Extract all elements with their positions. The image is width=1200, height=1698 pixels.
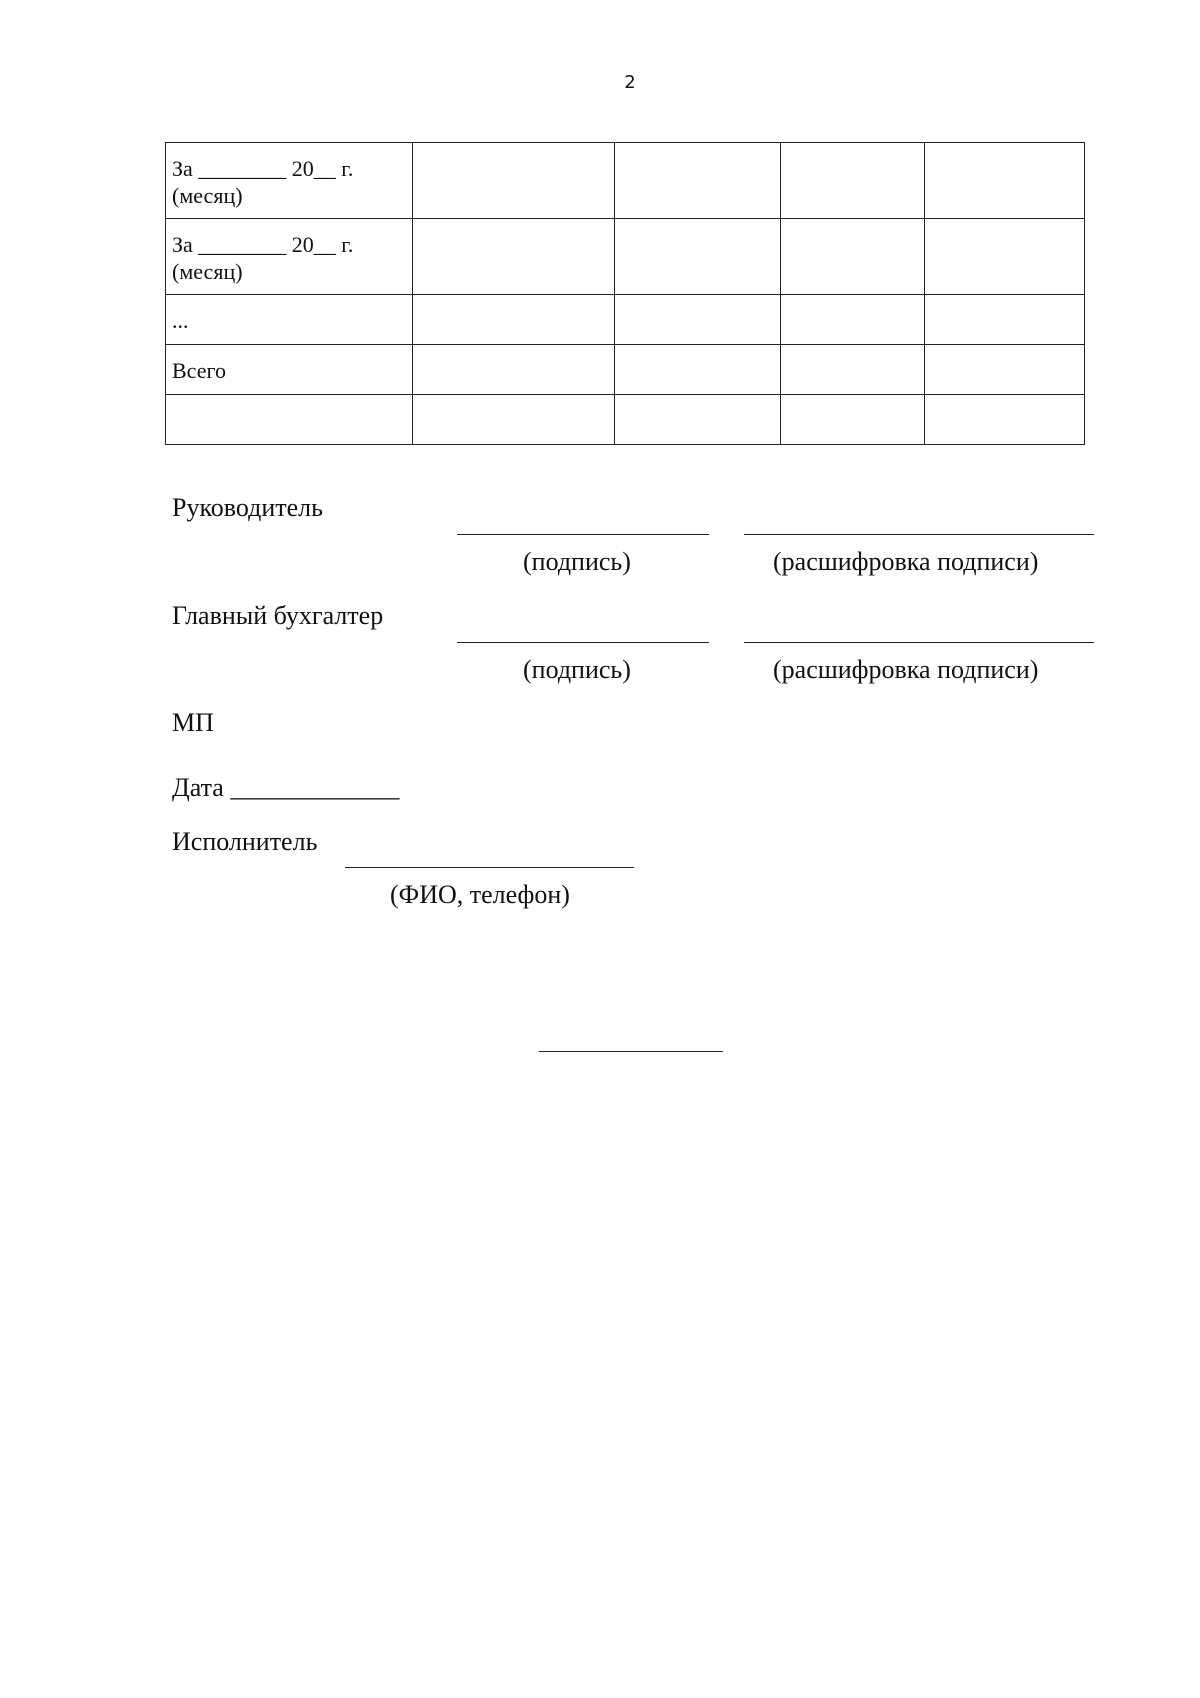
page-number: 2 [624,72,636,93]
table-cell[interactable] [413,295,615,345]
table-cell[interactable] [781,143,925,219]
table-cell[interactable] [925,295,1085,345]
accountant-signature-caption: (подпись) [523,655,631,684]
table-row [166,395,1085,445]
head-decoding-line[interactable] [744,534,1094,535]
row-label-cell [166,143,413,219]
report-table [165,142,1085,445]
head-signature-line[interactable] [457,534,709,535]
date-field[interactable]: Дата _____________ [172,773,400,802]
table-row [166,143,1085,219]
table-cell[interactable] [615,219,781,295]
row-label-line: ... [172,308,189,333]
table-row [166,219,1085,295]
head-decoding-caption: (расшифровка подписи) [773,547,1039,576]
row-label-cell [166,345,413,395]
row-label-cell [166,219,413,295]
accountant-decoding-line[interactable] [744,642,1094,643]
accountant-signature-line[interactable] [457,642,709,643]
accountant-decoding-caption: (расшифровка подписи) [773,655,1039,684]
row-label-cell [166,295,413,345]
table-row [166,345,1085,395]
table-cell[interactable] [413,219,615,295]
table-cell[interactable] [413,345,615,395]
table-row [166,295,1085,345]
table-cell[interactable] [781,219,925,295]
stamp-label: МП [172,708,214,737]
row-label-line: (месяц) [172,183,243,208]
row-label-cell[interactable] [166,395,413,445]
accountant-label: Главный бухгалтер [172,601,384,630]
table-cell[interactable] [781,395,925,445]
head-label: Руководитель [172,493,323,522]
table-cell[interactable] [925,395,1085,445]
table-cell[interactable] [781,345,925,395]
executor-label: Исполнитель [172,827,318,856]
table-cell[interactable] [615,143,781,219]
executor-caption: (ФИО, телефон) [390,880,570,909]
table-cell[interactable] [615,345,781,395]
row-label-line: За ________ 20__ г. [172,232,354,257]
table-cell[interactable] [925,219,1085,295]
document-end-separator [539,1051,723,1052]
table-cell[interactable] [925,143,1085,219]
table-cell[interactable] [413,395,615,445]
table-cell[interactable] [925,345,1085,395]
head-signature-caption: (подпись) [523,547,631,576]
row-label-line: За ________ 20__ г. [172,156,354,181]
row-label-line: (месяц) [172,259,243,284]
executor-line[interactable] [345,867,634,868]
table-cell[interactable] [615,395,781,445]
row-label-line: Всего [172,358,226,383]
table-cell[interactable] [781,295,925,345]
table-cell[interactable] [413,143,615,219]
table-cell[interactable] [615,295,781,345]
